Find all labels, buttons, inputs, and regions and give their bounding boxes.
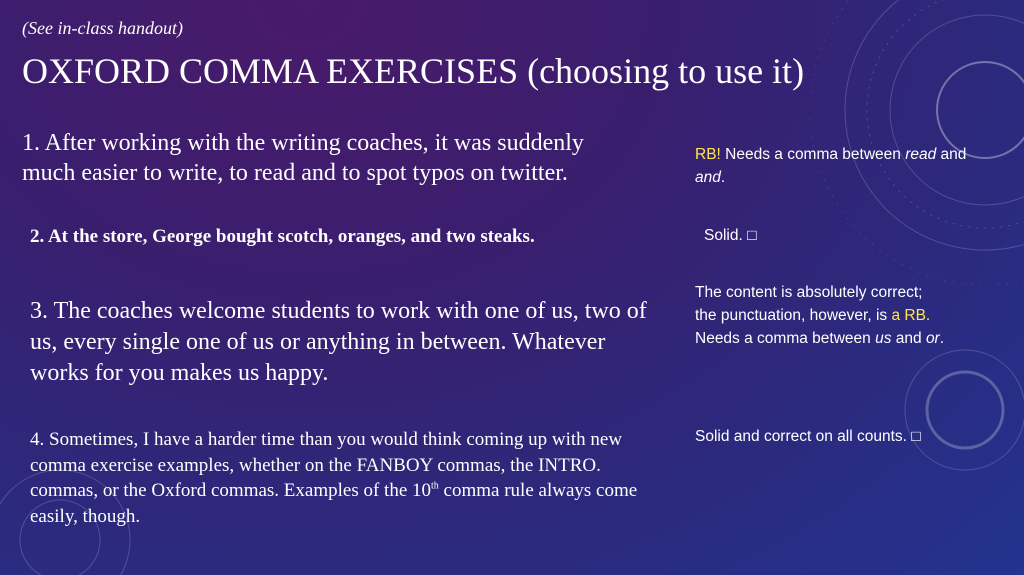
feedback-2: Solid. □	[704, 227, 757, 244]
feedback-1-word-read: read	[905, 146, 937, 163]
feedback-1-period: .	[720, 169, 726, 186]
feedback-3-word-us: us	[875, 330, 892, 347]
feedback-1	[695, 143, 995, 189]
feedback-3-period: .	[939, 330, 945, 347]
rb-marker: a RB.	[891, 307, 931, 324]
feedback-3-text-mid: and	[891, 330, 926, 347]
superscript-th: th	[431, 480, 439, 492]
feedback-1-word-and: and	[695, 169, 721, 186]
feedback-3-line-3	[695, 327, 1005, 350]
feedback-3	[695, 281, 1005, 350]
feedback-3-line-3-text: Needs a comma between	[695, 330, 876, 347]
feedback-1-text-mid: and	[936, 146, 967, 163]
page-title: OXFORD COMMA EXERCISES (choosing to use it)	[22, 51, 805, 91]
feedback-3-line-2-text: the punctuation, however, is	[695, 307, 892, 324]
handout-note: (See in-class handout)	[22, 18, 183, 38]
feedback-3-line-1: The content is absolutely correct;	[695, 284, 923, 301]
exercise-3: 3. The coaches welcome students to work with one of us, two of us, every single one of us or anything in between. Whatever works for you makes us happy.	[30, 298, 647, 386]
exercise-4-text-after: comma rule always come easily, though.	[30, 480, 638, 527]
feedback-3-line-2	[695, 304, 1005, 327]
exercise-1: 1. After working with the writing coaches, it was suddenly much easier to write, to read and to spot typos on twitter.	[22, 130, 584, 186]
exercise-4	[30, 427, 640, 529]
feedback-1-text: Needs a comma between	[720, 146, 906, 163]
rb-marker: RB!	[695, 146, 721, 163]
exercise-4-text-before: 4. Sometimes, I have a harder time than you would think coming up with new comma exercise examples, whether on the FANBOY commas, the INTRO. commas, or the Oxford commas. Examples of the 10	[30, 429, 623, 501]
feedback-4: Solid and correct on all counts. □	[695, 428, 921, 445]
feedback-3-word-or: or	[925, 330, 940, 347]
exercise-2: 2. At the store, George bought scotch, oranges, and two steaks.	[30, 226, 535, 247]
